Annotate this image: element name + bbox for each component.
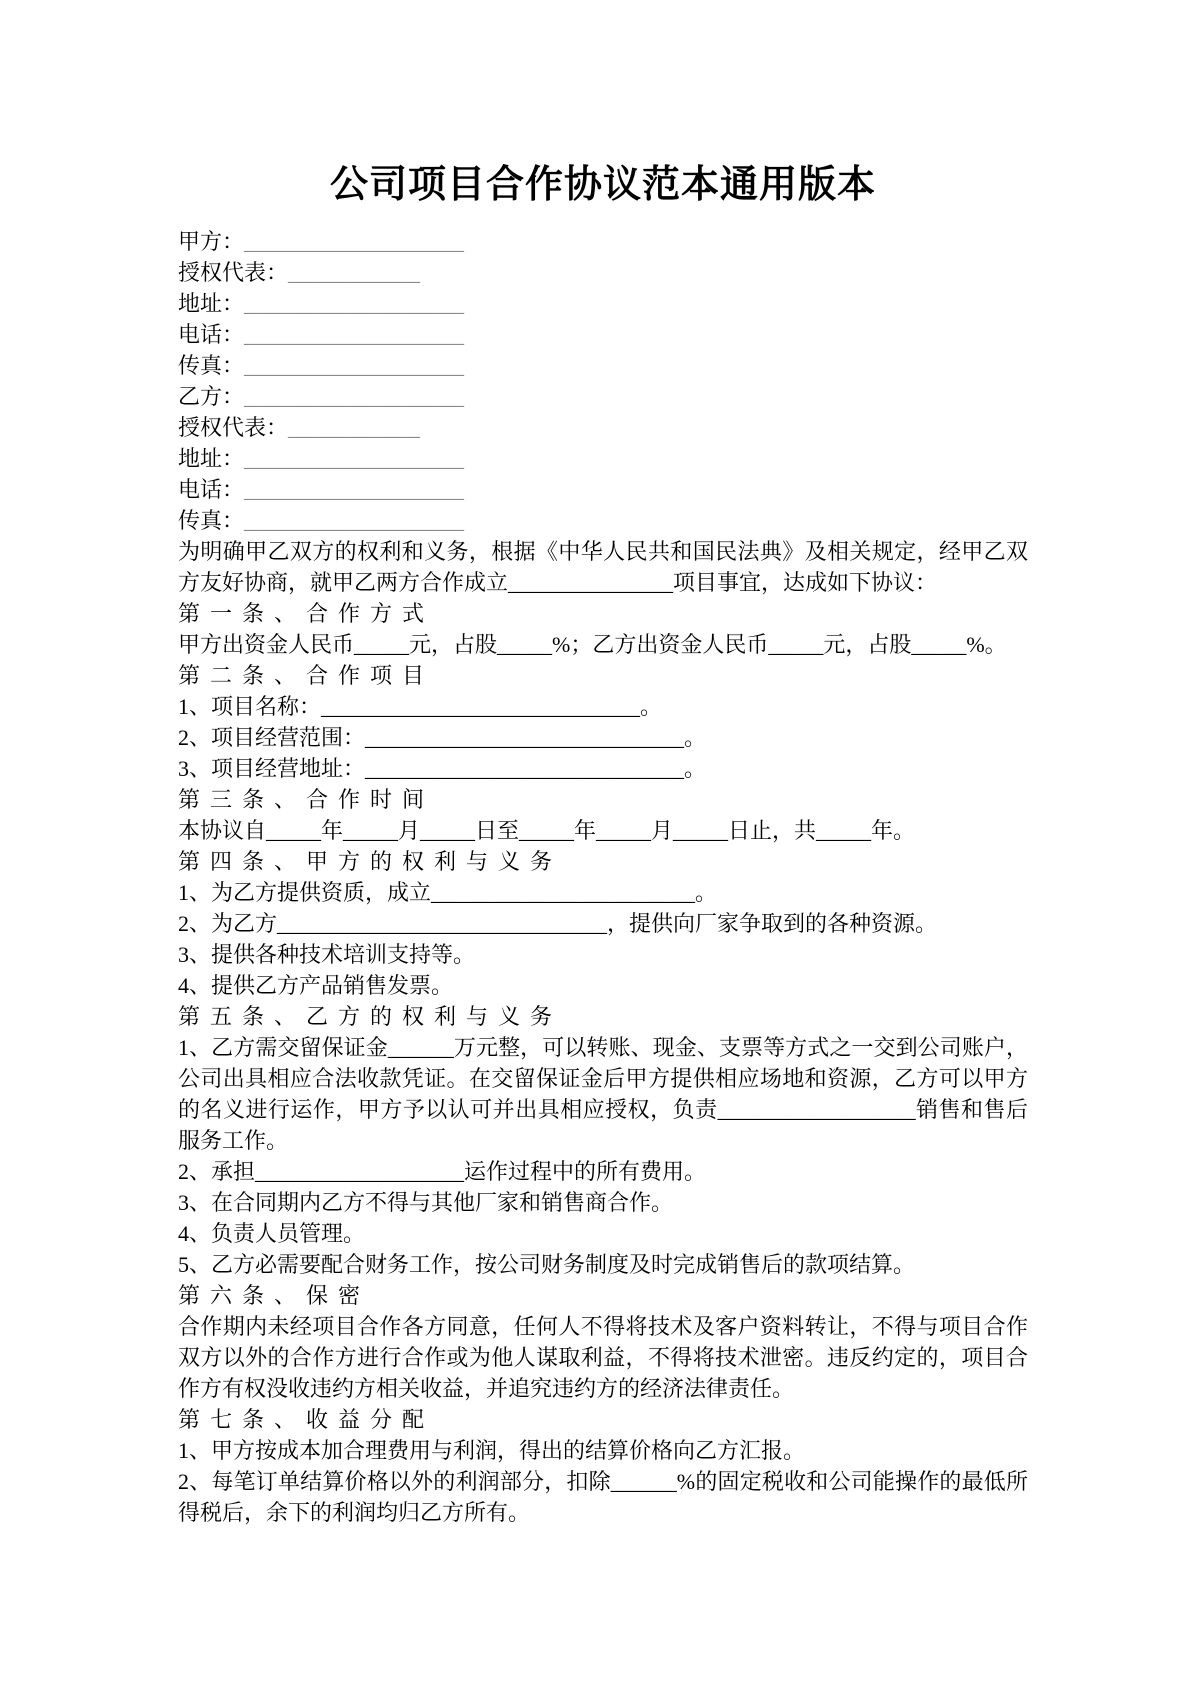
paragraph-intro: 为明确甲乙双方的权利和义务，根据《中华人民共和国民法典》及相关规定，经甲乙双方友好协商，就甲乙两方合作成立_______________项目事宜，达成如下协议： bbox=[178, 539, 1028, 595]
paragraph-partyB-5: 5、乙方必需要配合财务工作，按公司财务制度及时完成销售后的款项结算。 bbox=[178, 1252, 916, 1277]
paragraph-project-address: 3、项目经营地址：_____________________________。 bbox=[178, 756, 707, 781]
paragraph-partyA-3: 3、提供各种技术培训支持等。 bbox=[178, 942, 476, 967]
field-blank: ____________________ bbox=[244, 384, 465, 409]
paragraph-partyA-1: 1、为乙方提供资质，成立________________________。 bbox=[178, 880, 718, 905]
paragraph-project-scope: 2、项目经营范围：_____________________________。 bbox=[178, 725, 707, 750]
field-label: 电话： bbox=[178, 322, 245, 347]
field-blank: ____________________ bbox=[244, 229, 465, 254]
field-row-chuanzhen-1 bbox=[178, 350, 1028, 381]
heading-article-1: 第一条、合作方式 bbox=[178, 601, 435, 626]
paragraph-profit-1: 1、甲方按成本加合理费用与利润，得出的结算价格向乙方汇报。 bbox=[178, 1438, 806, 1463]
paragraph-partyA-4: 4、提供乙方产品销售发票。 bbox=[178, 973, 454, 998]
field-row-shouquan-daibiao-1 bbox=[178, 257, 1028, 288]
field-label: 乙方： bbox=[178, 384, 245, 409]
paragraph-project-name: 1、项目名称：_____________________________。 bbox=[178, 694, 663, 719]
paragraph-partyB-2: 2、承担___________________运作过程中的所有费用。 bbox=[178, 1159, 707, 1184]
field-label: 地址： bbox=[178, 291, 245, 316]
field-row-dianhua-1 bbox=[178, 319, 1028, 350]
field-blank: ____________ bbox=[288, 260, 421, 285]
field-row-dizhi-1 bbox=[178, 288, 1028, 319]
field-blank: ____________________ bbox=[244, 291, 465, 316]
field-label: 电话： bbox=[178, 477, 245, 502]
field-blank: ____________________ bbox=[244, 353, 465, 378]
heading-article-2: 第二条、合作项目 bbox=[178, 663, 435, 688]
paragraph-partyB-4: 4、负责人员管理。 bbox=[178, 1221, 366, 1246]
paragraph-profit-2: 2、每笔订单结算价格以外的利润部分，扣除______%的固定税收和公司能操作的最低所得税后，余下的利润均归乙方所有。 bbox=[178, 1469, 1028, 1525]
paragraph-partyB-3: 3、在合同期内乙方不得与其他厂家和销售商合作。 bbox=[178, 1190, 674, 1215]
field-row-dizhi-2 bbox=[178, 443, 1028, 474]
field-blank: ____________ bbox=[288, 415, 421, 440]
field-label: 授权代表： bbox=[178, 415, 289, 440]
field-label: 地址： bbox=[178, 446, 245, 471]
heading-article-3: 第三条、合作时间 bbox=[178, 787, 435, 812]
field-row-chuanzhen-2 bbox=[178, 505, 1028, 536]
field-blank: ____________________ bbox=[244, 322, 465, 347]
field-row-shouquan-daibiao-2 bbox=[178, 412, 1028, 443]
heading-article-5: 第五条、乙方的权利与义务 bbox=[178, 1004, 563, 1029]
paragraph-capital: 甲方出资金人民币_____元，占股_____%；乙方出资金人民币_____元，占股_____%。 bbox=[178, 632, 1007, 657]
heading-article-6: 第六条、保密 bbox=[178, 1283, 371, 1308]
field-label: 传真： bbox=[178, 508, 245, 533]
field-label: 传真： bbox=[178, 353, 245, 378]
heading-article-4: 第四条、甲方的权利与义务 bbox=[178, 849, 563, 874]
field-label: 甲方： bbox=[178, 229, 245, 254]
field-blank: ____________________ bbox=[244, 477, 465, 502]
field-blank: ____________________ bbox=[244, 508, 465, 533]
paragraph-confidentiality: 合作期内未经项目合作各方同意，任何人不得将技术及客户资料转让，不得与项目合作双方以外的合作方进行合作或为他人谋取利益，不得将技术泄密。违反约定的，项目合作方有权没收违约方相关收益，并追究违约方的经济法律责任。 bbox=[178, 1314, 1028, 1401]
field-row-yifang bbox=[178, 381, 1028, 412]
paragraph-partyA-2: 2、为乙方______________________________，提供向厂家争取到的各种资源。 bbox=[178, 911, 938, 936]
paragraph-partyB-1: 1、乙方需交留保证金______万元整，可以转账、现金、支票等方式之一交到公司账户，公司出具相应合法收款凭证。在交留保证金后甲方提供相应场地和资源，乙方可以甲方的名义进行运作，甲方予以认可并出具相应授权，负责__________________销售和售后服务工作。 bbox=[178, 1035, 1028, 1153]
field-label: 授权代表： bbox=[178, 260, 289, 285]
document-title: 公司项目合作协议范本通用版本 bbox=[329, 164, 876, 206]
field-blank: ____________________ bbox=[244, 446, 465, 471]
paragraph-duration: 本协议自_____年_____月_____日至_____年_____月_____日止，共_____年。 bbox=[178, 818, 916, 843]
heading-article-7: 第七条、收益分配 bbox=[178, 1407, 435, 1432]
field-row-jiafang bbox=[178, 226, 1028, 257]
field-row-dianhua-2 bbox=[178, 474, 1028, 505]
